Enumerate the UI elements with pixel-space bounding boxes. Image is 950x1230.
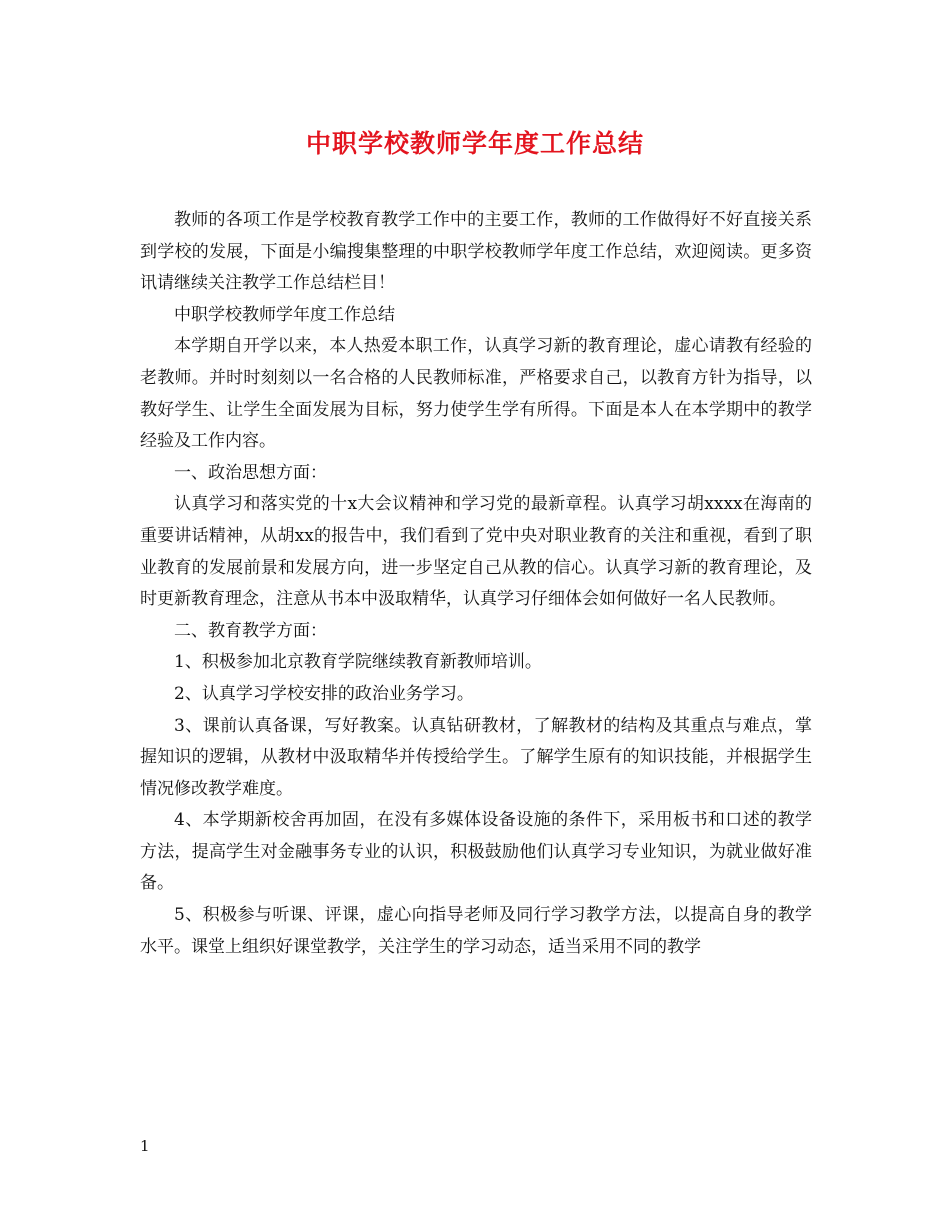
page-number: 1: [140, 1137, 150, 1155]
politics-paragraph: 认真学习和落实党的十x大会议精神和学习党的最新章程。认真学习胡xxxx在海南的重要讲话精神，从胡xx的报告中，我们看到了党中央对职业教育的关注和重视，看到了职业教育的发展前景和发展方向，进一步坚定自己从教的信心。认真学习新的教育理论，及时更新教育理念，注意从书本中汲取精华，认真学习仔细体会如何做好一名人民教师。: [140, 494, 812, 610]
intro-paragraph: 教师的各项工作是学校教育教学工作中的主要工作，教师的工作做得好不好直接关系到学校的发展，下面是小编搜集整理的中职学校教师学年度工作总结，欢迎阅读。更多资讯请继续关注教学工作总结栏目！: [140, 210, 812, 294]
teaching-item-3: 3、课前认真备课，写好教案。认真钻研教材，了解教材的结构及其重点与难点，掌握知识的逻辑，从教材中汲取精华并传授给学生。了解学生原有的知识技能，并根据学生情况修改教学难度。: [140, 715, 812, 799]
overview-paragraph: 本学期自开学以来，本人热爱本职工作，认真学习新的教育理论，虚心请教有经验的老教师。并时时刻刻以一名合格的人民教师标准，严格要求自己，以教育方针为指导，以教好学生、让学生全面发展为目标，努力使学生学有所得。下面是本人在本学期中的教学经验及工作内容。: [140, 336, 812, 452]
section-heading-politics: 一、政治思想方面：: [174, 462, 327, 483]
document-title: 中职学校教师学年度工作总结: [305, 129, 644, 158]
document-body: [140, 205, 812, 963]
teaching-item-4: 4、本学期新校舍再加固，在没有多媒体设备设施的条件下，采用板书和口述的教学方法，提高学生对金融事务专业的认识，积极鼓励他们认真学习专业知识，为就业做好准备。: [140, 810, 812, 894]
subtitle-paragraph: 中职学校教师学年度工作总结: [174, 304, 395, 325]
section-heading-teaching: 二、教育教学方面：: [174, 620, 327, 641]
teaching-item-2: 2、认真学习学校安排的政治业务学习。: [174, 683, 474, 704]
teaching-item-5: 5、积极参与听课、评课，虚心向指导老师及同行学习教学方法，以提高自身的教学水平。课堂上组织好课堂教学，关注学生的学习动态，适当采用不同的教学: [140, 905, 812, 957]
teaching-item-1: 1、积极参加北京教育学院继续教育新教师培训。: [174, 652, 542, 673]
